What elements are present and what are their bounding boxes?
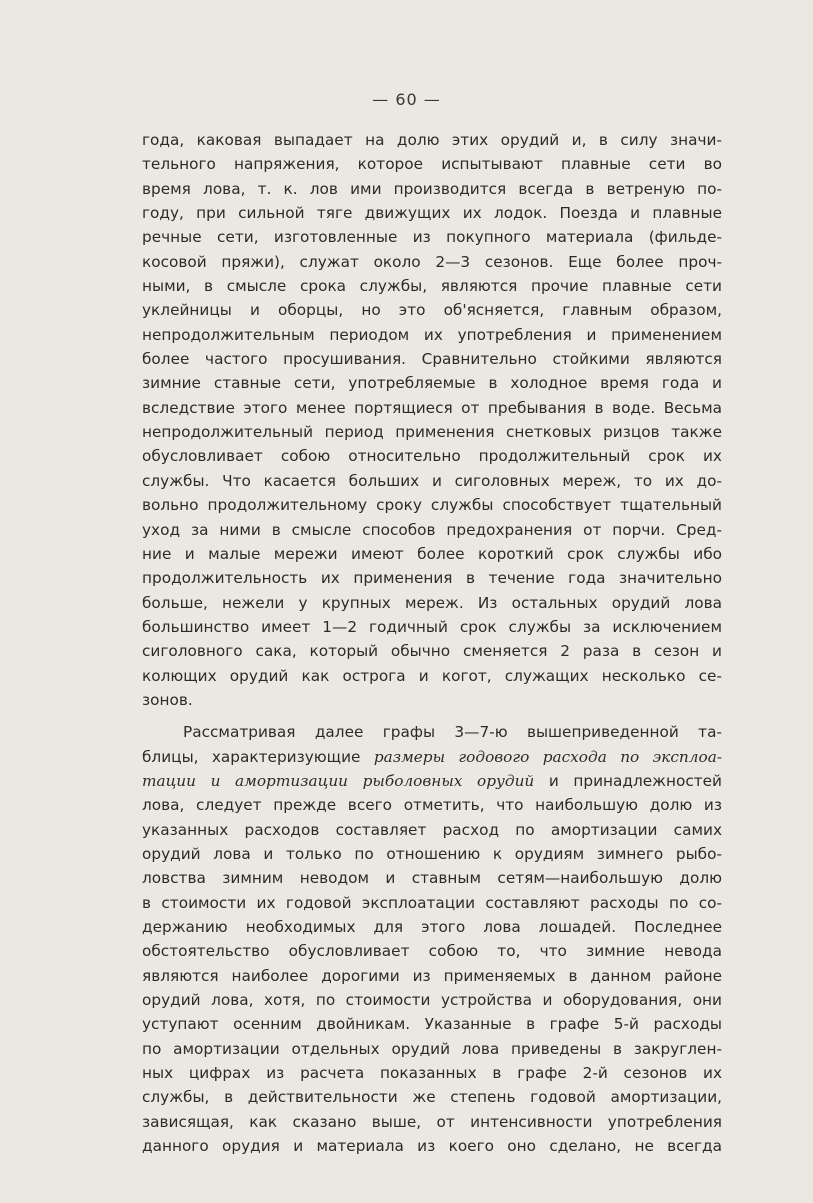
text-line: речные сети, изготовленные из покупного материала (фильде-: [142, 228, 722, 247]
text-line: [142, 745, 722, 769]
text-line: службы, в действительности же степень годовой амортизации,: [142, 1088, 722, 1107]
text-line: ловства зимним неводом и ставным сетям—наибольшую долю: [142, 869, 722, 888]
text-line: тельного напряжения, которое испытывают плавные сети во: [142, 155, 722, 174]
paragraph-2: [142, 720, 722, 1158]
text-line: уступают осенним двойникам. Указанные в графе 5-й расходы: [142, 1015, 722, 1034]
paragraph-gap: [142, 712, 722, 720]
text-line: орудий лова и только по отношению к орудиям зимнего рыбо-: [142, 844, 722, 863]
text-line: году, при сильной тяге движущих их лодок. Поезда и плавные: [142, 204, 722, 223]
text-run: блицы, характеризующие: [142, 747, 374, 766]
text-line: более частого просушивания. Сравнительно стойкими являются: [142, 350, 722, 369]
text-line: держанию необходимых для этого лова лошадей. Последнее: [142, 918, 722, 936]
text-line: зимние ставные сети, употребляемые в холодное время года и: [142, 374, 722, 393]
text-line: уход за ними в смысле способов предохранения от порчи. Сред-: [142, 520, 722, 539]
text-line: Рассматривая далее графы 3—7-ю вышеприведенной та-: [183, 723, 722, 742]
text-line: указанных расходов составляет расход по амортизации самих: [142, 820, 722, 839]
text-line: орудий лова, хотя, по стоимости устройства и оборудования, они: [142, 991, 722, 1010]
text-line: больше, нежели у крупных мереж. Из остальных орудий лова: [142, 593, 722, 612]
text-line: косовой пряжи), служат около 2—3 сезонов. Еще более проч-: [142, 252, 722, 271]
text-line: время лова, т. к. лов ими производится всегда в ветреную по-: [142, 179, 722, 198]
text-line: по амортизации отдельных орудий лова приведены в закруглен-: [142, 1039, 722, 1058]
text-line: лова, следует прежде всего отметить, что наибольшую долю из: [142, 796, 722, 815]
text-line: ных цифрах из расчета показанных в графе 2-й сезонов их: [142, 1064, 722, 1083]
text-line: ние и малые мережи имеют более короткий срок службы ибо: [142, 544, 722, 563]
text-line: сиголовного сака, который обычно сменяется 2 раза в сезон и: [142, 642, 722, 661]
text-line: зонов.: [142, 690, 193, 709]
text-line: колющих орудий как острога и когот, служащих несколько се-: [142, 666, 722, 685]
text-line: продолжительность их применения в течение года значительно: [142, 569, 722, 588]
text-line: вследствие этого менее портящиеся от пребывания в воде. Весьма: [142, 398, 722, 417]
text-line: обусловливает собою относительно продолжительный срок их: [142, 447, 722, 466]
text-line: в стоимости их годовой эксплоатации составляют расходы по со-: [142, 893, 722, 912]
text-line: [142, 769, 722, 793]
body-text: [142, 128, 722, 1158]
italic-text-run: размеры годового расхода по эксплоа-: [373, 747, 722, 766]
text-line: являются наиболее дорогими из применяемых в данном районе: [142, 966, 722, 985]
text-line: непродолжительный период применения снетковых ризцов также: [142, 423, 722, 442]
text-line: большинство имеет 1—2 годичный срок службы за исключением: [142, 617, 722, 636]
italic-text-run: тации и амортизации рыболовных орудий: [142, 771, 535, 790]
text-line: обстоятельство обусловливает собою то, что зимние невода: [142, 942, 722, 961]
text-line: зависящая, как сказано выше, от интенсивности употребления: [142, 1112, 722, 1131]
text-run: и принадлежностей: [534, 771, 722, 790]
text-line: службы. Что касается больших и сиголовных мереж, то их до-: [142, 471, 722, 490]
text-line: ными, в смысле срока службы, являются прочие плавные сети: [142, 277, 722, 296]
text-line: уклейницы и оборцы, но это об'ясняется, главным образом,: [142, 301, 722, 320]
page-number: — 60 —: [372, 90, 441, 109]
text-line: вольно продолжительному сроку службы способствует тщательный: [142, 496, 722, 515]
text-line: года, каковая выпадает на долю этих орудий и, в силу значи-: [142, 131, 722, 149]
paragraph-1: [142, 128, 722, 712]
text-line: данного орудия и материала из коего оно сделано, не всегда: [142, 1137, 722, 1156]
text-line: непродолжительным периодом их употребления и применением: [142, 325, 722, 344]
